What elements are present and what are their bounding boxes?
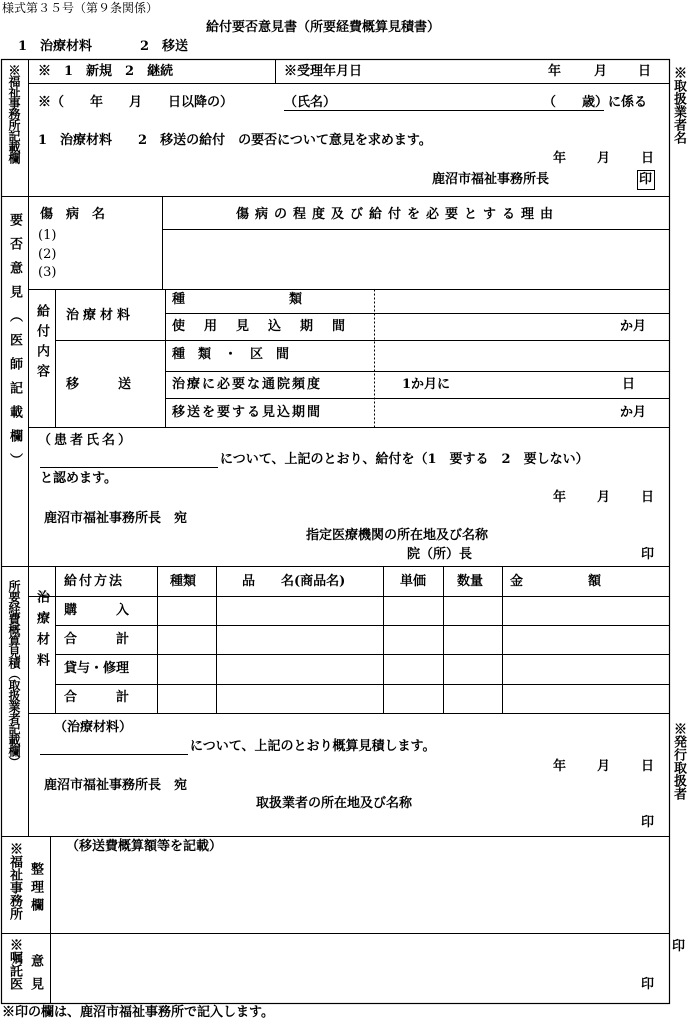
row-purchase: 購 入 bbox=[64, 603, 130, 618]
estimate-text: について、上記のとおり概算見積します。 bbox=[190, 739, 436, 754]
office-section-label: ※福祉事務所記載欄 bbox=[7, 64, 21, 163]
header-quantity: 数量 bbox=[457, 574, 484, 589]
transport-label: 移 送 bbox=[66, 377, 132, 392]
reception-year-unit: 年 bbox=[548, 64, 562, 79]
illness-item-1: (1) bbox=[38, 228, 57, 243]
opinion-text-2: と認めます。 bbox=[40, 471, 117, 486]
estimate-section-label: 所要経費概算見積（取扱業者記載欄） bbox=[7, 580, 21, 767]
header-method: 給付方法 bbox=[64, 574, 125, 589]
arrangement-label-right: 整理欄 bbox=[28, 862, 43, 916]
institution-address-label: 指定医療機関の所在地及び名称 bbox=[306, 528, 489, 543]
age-suffix: （ 歳）に係る bbox=[543, 95, 648, 110]
transport-months-unit: か月 bbox=[620, 405, 647, 420]
header-unit-price: 単価 bbox=[400, 574, 427, 589]
illness-item-2: (2) bbox=[38, 247, 57, 262]
subtitle-option-2: 2 移送 bbox=[140, 39, 189, 54]
vendor-address-label: 取扱業者の所在地及び名称 bbox=[256, 796, 413, 811]
illness-item-3: (3) bbox=[38, 265, 57, 280]
header-product: 品 名(商品名) bbox=[242, 574, 346, 589]
frequency-day-unit: 日 bbox=[622, 377, 636, 392]
since-date-prefix: ※（ 年 月 日以降の） bbox=[38, 95, 234, 110]
office-chief: 鹿沼市福祉事務所長 bbox=[432, 172, 550, 187]
reception-day-unit: 日 bbox=[638, 64, 652, 79]
opinion-section-label: 要否意見（医師記載欄） bbox=[7, 213, 22, 477]
row-rental-repair: 貸与・修理 bbox=[64, 661, 130, 676]
arrangement-label-left: ※福祉事務所 bbox=[7, 842, 22, 920]
doctor-seal: 印 bbox=[641, 547, 655, 562]
estimate-material-label: 治療材料 bbox=[34, 590, 49, 674]
estimate-month-unit: 月 bbox=[597, 759, 611, 774]
arrangement-note: （移送費概算額等を記載） bbox=[66, 839, 223, 854]
row-rental-total: 合 計 bbox=[64, 690, 130, 705]
issuer-side-label: ※発行取扱者 bbox=[671, 722, 686, 800]
opinion-day-unit: 日 bbox=[641, 490, 655, 505]
material-row-type: 種 類 bbox=[172, 292, 303, 307]
material-row-period: 使 用 見 込 期 間 bbox=[172, 319, 349, 334]
footer-note: ※印の欄は、鹿沼市福祉事務所で記入します。 bbox=[2, 1005, 274, 1020]
form-number: 様式第３５号（第９条関係） bbox=[2, 1, 159, 15]
vendor-seal: 印 bbox=[641, 815, 655, 830]
reception-month-unit: 月 bbox=[594, 64, 608, 79]
header-amount: 金 額 bbox=[510, 574, 602, 589]
commissioned-doctor-seal: 印 bbox=[641, 977, 655, 992]
transport-row-type: 種 類 ・ 区 間 bbox=[172, 347, 290, 362]
commissioned-doctor-opinion-label: 意見 bbox=[28, 954, 43, 1000]
estimate-year-unit: 年 bbox=[553, 759, 567, 774]
request-month-unit: 月 bbox=[597, 151, 611, 166]
opinion-year-unit: 年 bbox=[553, 490, 567, 505]
name-label: （氏名） bbox=[284, 95, 337, 110]
material-label: 治療材料 bbox=[66, 308, 135, 323]
office-seal: 印 bbox=[639, 172, 653, 187]
form-title: 給付要否意見書（所要経費概算見積書） bbox=[206, 20, 441, 35]
subtitle-option-1: 1 治療材料 bbox=[18, 39, 93, 54]
benefit-content-label: 給付内容 bbox=[34, 304, 49, 384]
request-text: 1 治療材料 2 移送の給付 の要否について意見を求めます。 bbox=[38, 133, 432, 148]
commissioned-doctor-label: ※嘱託医 bbox=[7, 938, 22, 990]
illness-header: 傷 病 名 bbox=[40, 207, 106, 222]
opinion-month-unit: 月 bbox=[597, 490, 611, 505]
opinion-text: について、上記のとおり、給付を（1 要する 2 要しない） bbox=[220, 452, 589, 467]
estimate-day-unit: 日 bbox=[641, 759, 655, 774]
director-label: 院（所）長 bbox=[407, 547, 473, 562]
right-side-seal: 印 bbox=[672, 939, 686, 954]
reception-date-label: ※受理年月日 bbox=[284, 64, 363, 79]
patient-name-field[interactable] bbox=[40, 453, 218, 468]
material-months-unit: か月 bbox=[620, 319, 647, 334]
estimate-material-note: （治療材料） bbox=[54, 720, 133, 735]
opinion-addressee: 鹿沼市福祉事務所長 宛 bbox=[44, 511, 188, 526]
request-day-unit: 日 bbox=[641, 151, 655, 166]
patient-name-label: （患者氏名） bbox=[38, 433, 135, 448]
row-purchase-total: 合 計 bbox=[64, 632, 130, 647]
new-continue-choice[interactable]: ※ 1 新規 2 継続 bbox=[38, 64, 174, 79]
estimate-name-field[interactable] bbox=[40, 740, 188, 755]
transport-row-frequency: 治療に必要な通院頻度 bbox=[172, 377, 323, 392]
reason-header: 傷病の程度及び給付を必要とする理由 bbox=[236, 207, 560, 222]
frequency-value: 1か月に bbox=[402, 377, 451, 392]
transport-row-period: 移送を要する見込期間 bbox=[172, 405, 323, 420]
handler-side-label: ※取扱業者名 bbox=[671, 66, 686, 144]
request-year-unit: 年 bbox=[553, 151, 567, 166]
header-type: 種類 bbox=[170, 574, 197, 589]
estimate-addressee: 鹿沼市福祉事務所長 宛 bbox=[44, 778, 188, 793]
